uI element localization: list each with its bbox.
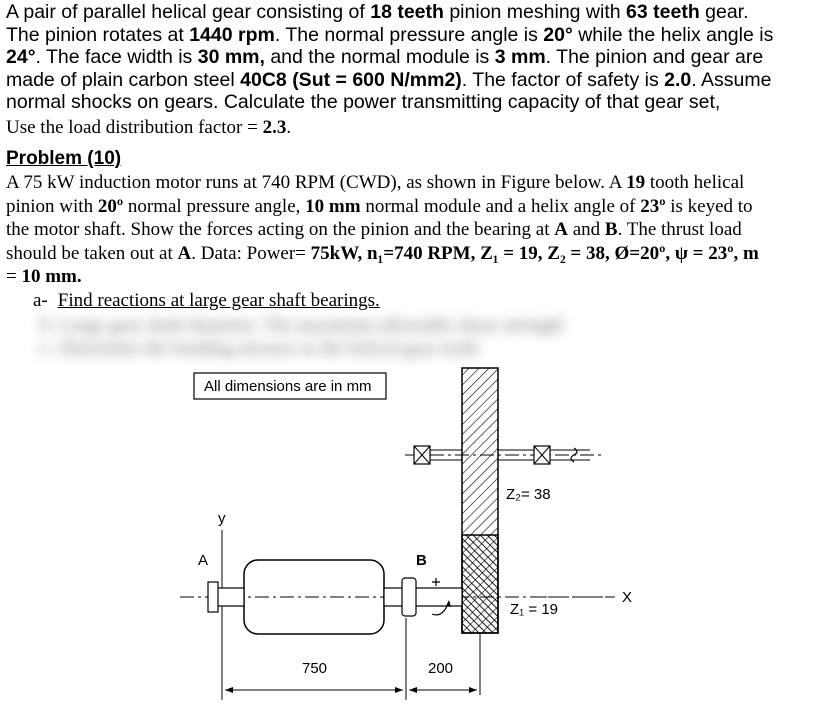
- bold-value: 40C8 (Sut = 600 N/mm2): [240, 68, 462, 91]
- bold-value: 18 teeth: [370, 1, 444, 23]
- problem-1-line: A pair of parallel helical gear consisting of 18 teeth pinion meshing with 63 teeth gear.: [6, 1, 749, 23]
- problem-1-line: The pinion rotates at 1440 rpm. The normal pressure angle is 20° while the helix angle is: [6, 23, 774, 46]
- bold-value: 23º: [640, 195, 666, 217]
- problem-2-line: A 75 kW induction motor runs at 740 RPM (CWD), as shown in Figure below. A 19 tooth helical: [6, 172, 745, 193]
- bold-value: 63 teeth: [626, 1, 700, 23]
- pinion-mesh-zone: [462, 535, 498, 633]
- problem-2-paragraph: [6, 171, 812, 289]
- problem-2-line: pinion with 20º normal pressure angle, 10 mm normal module and a helix angle of 23º is keyed to: [6, 195, 753, 217]
- upper-right-bearing: [534, 446, 550, 464]
- question-a-text: Find reactions at large gear shaft bearings.: [57, 290, 380, 311]
- rotation-mark: [432, 578, 440, 586]
- bold-value: B: [604, 219, 618, 240]
- bearing-a-label: A: [198, 552, 209, 569]
- problem-1-line: normal shocks on gears. Calculate the power transmitting capacity of that gear set,: [6, 91, 721, 113]
- z2-label: Z₂= 38: [506, 486, 551, 503]
- bold-value: A: [554, 219, 568, 240]
- bold-value: A: [177, 242, 192, 264]
- bold-value: 30 mm,: [197, 46, 265, 68]
- dimension-200: 200: [428, 660, 454, 677]
- bold-value: 19: [626, 172, 646, 193]
- bold-value: 3 mm: [494, 46, 546, 68]
- dimensions-note: All dimensions are in mm: [204, 378, 372, 395]
- y-axis-label: y: [218, 510, 226, 527]
- problem-2-line: should be taken out at A. Data: Power= 75kW, n₁=740 RPM, Z₁ = 19, Z₂ = 38, Ø=20º, ψ = 23º, m: [6, 242, 759, 264]
- bold-value: 10 mm: [305, 195, 361, 217]
- bold-value: 20º: [97, 195, 124, 217]
- question-a-label: a-: [33, 290, 48, 311]
- bearing-a: [208, 582, 218, 612]
- bold-value: 24°: [6, 46, 36, 68]
- dimension-750: 750: [302, 660, 328, 677]
- upper-left-bearing: [414, 446, 430, 464]
- z1-label: Z₁ = 19: [510, 601, 559, 618]
- problem-2-line: the motor shaft. Show the forces acting on the pinion and the bearing at A and B. The thrust load: [6, 219, 742, 240]
- problem-title: Problem (10): [6, 148, 122, 169]
- x-axis-label: X: [622, 589, 633, 606]
- bearing-b-label: B: [416, 552, 427, 569]
- bold-value: 2.0: [664, 68, 692, 91]
- bold-value: 10 mm.: [21, 266, 82, 287]
- bold-value: 20°: [543, 23, 573, 46]
- load-factor-line: Use the load distribution factor = 2.3.: [6, 117, 292, 138]
- problem-2-line: = 10 mm.: [6, 266, 82, 287]
- bold-value: 75kW, n₁=740 RPM, Z₁ = 19, Z₂ = 38, Ø=20º, ψ = 23º, m: [310, 242, 759, 264]
- problem-1-paragraph: [6, 1, 818, 114]
- bold-value: 1440 rpm: [189, 23, 275, 46]
- gear-assembly-figure: [170, 360, 650, 705]
- blurred-question-b: b- Large gear shaft diameter. The maximum allowable shear strength: [40, 315, 564, 336]
- problem-1-line: 24°. The face width is 30 mm, and the normal module is 3 mm. The pinion and gear are: [6, 46, 764, 68]
- bearing-b: [402, 578, 416, 616]
- problem-1-line: made of plain carbon steel 40C8 (Sut = 600 N/mm2). The factor of safety is 2.0. Assume: [6, 68, 772, 91]
- bold-value: 2.3: [262, 117, 287, 138]
- question-a: [33, 290, 380, 312]
- load-distribution-line: [6, 116, 291, 140]
- blurred-question-c: c- Determine the bending stresses in the helical gear teeth: [40, 338, 479, 359]
